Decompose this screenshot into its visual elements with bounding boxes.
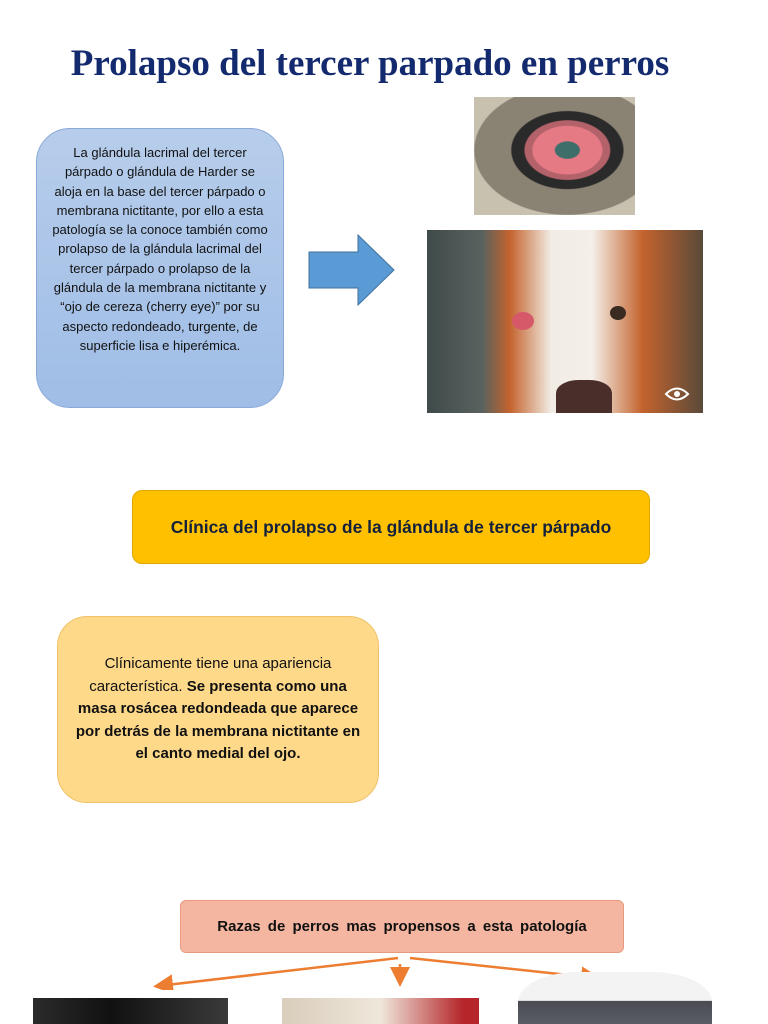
dog-eye-mark [610,306,626,320]
eye-photo [474,97,635,215]
breed-photo-2 [282,998,479,1024]
clinic-text-box [57,616,379,803]
intro-text-box [36,128,284,408]
connector-left [158,958,398,986]
right-arrow-icon [308,234,396,306]
clinic-heading: Clínica del prolapso de la glándula de tercer párpado [170,516,612,537]
cherry-eye-mark [512,312,534,330]
intro-text: La glándula lacrimal del tercer párpado o glándula de Harder se aloja en la base del tercer párpado o membrana nictitante, por ello a esta patología se la conoce también como prolapso de la glándula lacrimal del tercer párpado o prolapso de la glándula de la membrana nictitante y “ojo de cereza (cherry eye)” por su aspecto redondeado, turgente, de superficie lisa e hiperémica. [52,145,268,353]
page-title: Prolapso del tercer parpado en perros [70,43,670,84]
clinic-text-bold: Se presenta como una masa rosácea redondeada que aparece por detrás de la membrana nictitante en el canto medial del ojo. [75,677,361,762]
eye-logo-icon [664,385,690,403]
clinic-text-normal: Clínicamente tiene una apariencia característica. [89,655,332,695]
dog-nose-mark [556,380,612,413]
breeds-heading-box [180,900,624,953]
clinic-heading-box [132,490,650,564]
breeds-heading: Razas de perros mas propensos a esta patología [217,918,587,935]
breed-photo-1 [33,998,228,1024]
breed-photo-3 [518,972,712,1024]
